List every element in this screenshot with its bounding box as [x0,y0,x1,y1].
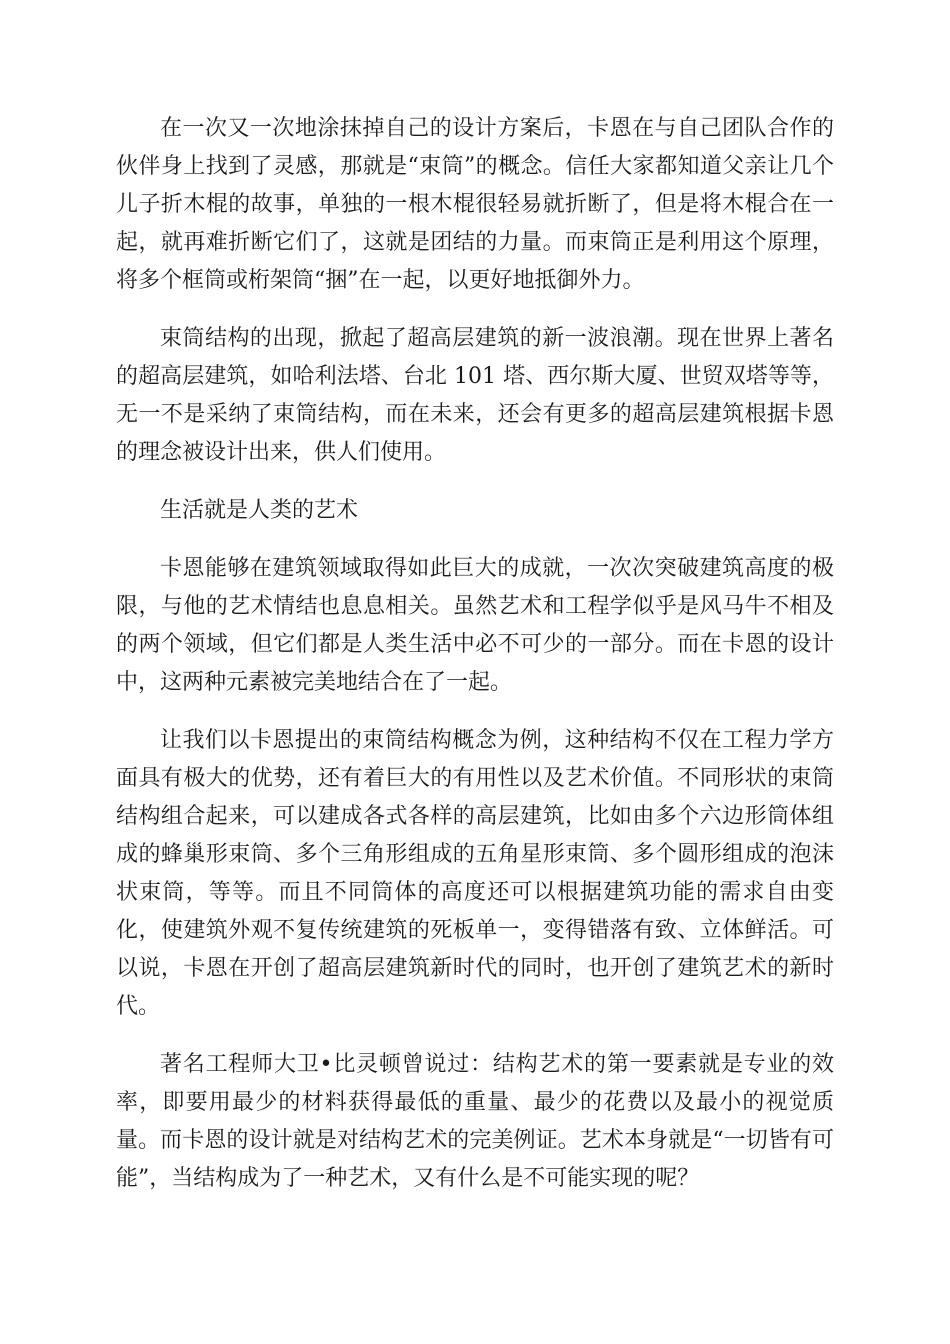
paragraph-structural-art-quote: 著名工程师大卫•比灵顿曾说过：结构艺术的第一要素就是专业的效率，即要用最少的材料获得最低的重量、最少的花费以及最小的视觉质量。而卡恩的设计就是对结构艺术的完美例证。艺术本身就是“一切皆有可能”，当结构成为了一种艺术，又有什么是不可能实现的呢？ [116,1052,834,1191]
section-heading: 生活就是人类的艺术 [160,498,359,523]
document-page [116,110,834,1218]
paragraph-bundled-tube-example: 让我们以卡恩提出的束筒结构概念为例，这种结构不仅在工程力学方面具有极大的优势，还有着巨大的有用性以及艺术价值。不同形状的束筒结构组合起来，可以建成各式各样的高层建筑，比如由多个六边形筒体组成的蜂巢形束筒、多个三角形组成的五角星形束筒、多个圆形组成的泡沫状束筒，等等。而且不同筒体的高度还可以根据建筑功能的需求自由变化，使建筑外观不复传统建筑的死板单一，变得错落有致、立体鲜活。可以说，卡恩在开创了超高层建筑新时代的同时，也开创了建筑艺术的新时代。 [116,728,834,1019]
paragraph-art-and-engineering: 卡恩能够在建筑领域取得如此巨大的成就，一次次突破建筑高度的极限，与他的艺术情结也息息相关。虽然艺术和工程学似乎是风马牛不相及的两个领域，但它们都是人类生活中必不可少的一部分。而在卡恩的设计中，这两种元素被完美地结合在了一起。 [116,556,834,695]
paragraph-bundled-tube-concept: 在一次又一次地涂抹掉自己的设计方案后，卡恩在与自己团队合作的伙伴身上找到了灵感，那就是“束筒”的概念。信任大家都知道父亲让几个儿子折木棍的故事，单独的一根木棍很轻易就折断了，但是将木棍合在一起，就再难折断它们了，这就是团结的力量。而束筒正是利用这个原理，将多个框筒或桁架筒“捆”在一起，以更好地抵御外力。 [116,116,834,293]
paragraph-bundled-tube-impact: 束筒结构的出现，掀起了超高层建筑的新一波浪潮。现在世界上著名的超高层建筑，如哈利法塔、台北 101 塔、西尔斯大厦、世贸双塔等等，无一不是采纳了束筒结构，而在未来，还会有更多的超高层建筑根据卡恩的理念被设计出来，供人们使用。 [116,326,834,465]
